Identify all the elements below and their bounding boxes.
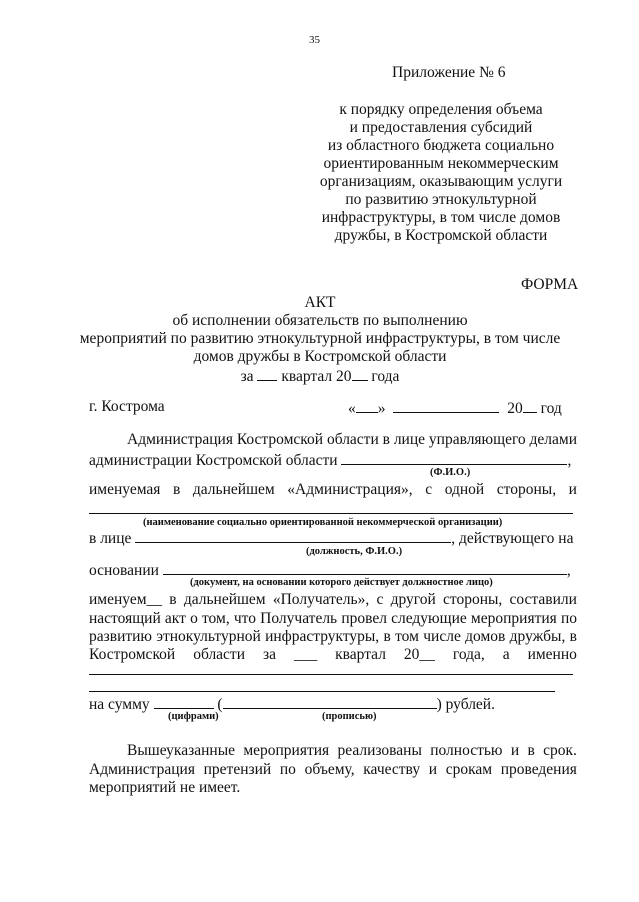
p2-line1: именуем__ в дальнейшем «Получатель», с другой стороны, составили (89, 591, 577, 608)
p3-line1: Вышеуказанные мероприятия реализованы полностью и в срок. (127, 742, 577, 759)
purpose-line: организациям, оказывающим услуги (319, 173, 563, 190)
hint-org: (наименование социально ориентированной некоммерческой организации) (143, 517, 503, 528)
page-number: 35 (309, 34, 320, 46)
p2-line2: настоящий акт о том, что Получатель провел следующие мероприятия по (89, 610, 577, 627)
p1-line2: администрации Костромской области , (89, 452, 572, 469)
sum-words-blank[interactable] (223, 694, 437, 709)
purpose-line: из областного бюджета социально (327, 137, 555, 154)
year-blank[interactable] (352, 366, 368, 381)
date-line: « » 20 год (348, 400, 562, 417)
org-name-blank[interactable] (89, 513, 573, 514)
sum-digits-blank[interactable] (154, 694, 214, 709)
sum-line: на сумму ( ) рублей. (89, 696, 495, 713)
form-label: ФОРМА (521, 276, 579, 293)
purpose-line: ориентированным некоммерческим (323, 155, 559, 172)
p2-line3: развитию этнокультурной инфраструктуры, в том числе домов дружбы, в (89, 628, 577, 645)
purpose-line: по развитию этнокультурной (345, 191, 537, 208)
p1-line1: Администрация Костромской области в лице управляющего делами (127, 431, 578, 448)
hint-digits: (цифрами) (168, 711, 219, 722)
act-title: АКТ (304, 294, 336, 311)
basis-document-blank[interactable] (163, 560, 567, 575)
in-person-line: в лице , действующего на (89, 530, 574, 547)
hint-fio: (Ф.И.О.) (430, 467, 471, 478)
date-year-blank[interactable] (523, 398, 537, 413)
p1-line3: именуемая в дальнейшем «Администрация», с одной стороны, и (89, 481, 577, 498)
city: г. Кострома (89, 398, 165, 415)
hint-position: (должность, Ф.И.О.) (306, 546, 403, 557)
purpose-line: к порядку определения объема (339, 101, 543, 118)
appendix-purpose (300, 101, 582, 245)
basis-line: основании , (89, 562, 571, 579)
position-fio-blank[interactable] (135, 528, 451, 543)
p2-line4: Костромской области за ___ квартал 20__ года, а именно (89, 646, 577, 663)
activities-blank-2[interactable] (89, 691, 555, 692)
purpose-line: дружбы, в Костромской области (334, 227, 548, 244)
activities-blank-1[interactable] (89, 674, 573, 675)
appendix-title: Приложение № 6 (392, 64, 506, 81)
act-subtitle-line: мероприятий по развитию этнокультурной инфраструктуры, в том числе (79, 330, 561, 347)
hint-document: (документ, на основании которого действует должностное лицо) (190, 577, 493, 588)
manager-fio-blank[interactable] (341, 450, 567, 465)
month-blank[interactable] (393, 398, 499, 413)
purpose-line: и предоставления субсидий (349, 119, 533, 136)
act-subtitle-line: об исполнении обязательств по выполнению (172, 312, 468, 329)
hint-words: (прописью) (322, 711, 377, 722)
act-period: за квартал 20 года (240, 368, 400, 385)
purpose-line: инфраструктуры, в том числе домов (321, 209, 561, 226)
p3-line2: Администрация претензий по объему, качеству и срокам проведения (89, 761, 577, 778)
act-title-block (60, 294, 580, 386)
day-blank[interactable] (356, 398, 378, 413)
p3-line3: мероприятий не имеет. (89, 779, 241, 796)
quarter-blank[interactable] (257, 366, 277, 381)
act-subtitle-line: домов дружбы в Костромской области (193, 348, 447, 365)
